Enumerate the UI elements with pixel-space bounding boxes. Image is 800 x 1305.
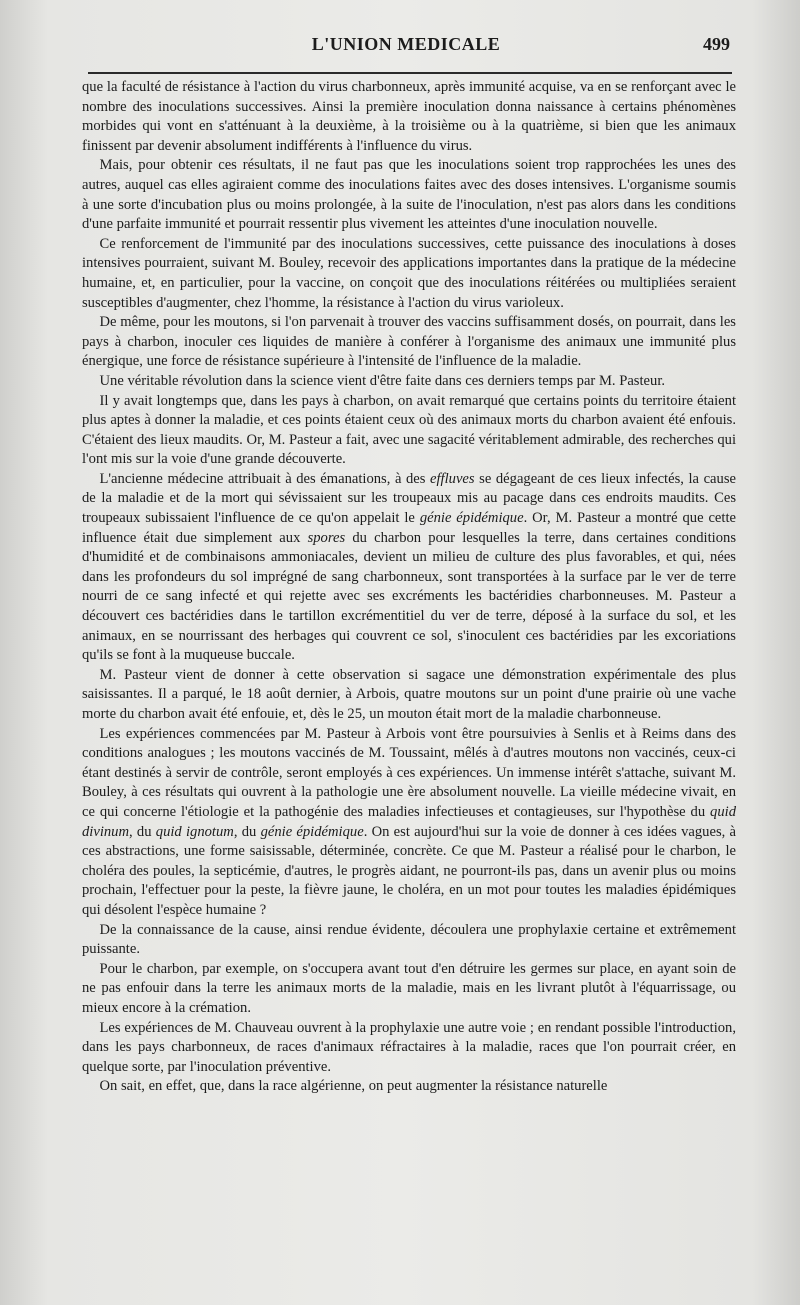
paragraph: L'ancienne médecine attribuait à des émanations, à des effluves se dégageant de ces lieux infectés, la cause de la maladie et de la mort qui sévissaient sur les troupeaux mis au pacage dans ces endroits maudits. Ces troupeaux subissaient l'influence de ce qu'on appelait le génie épidémique. Or, M. Pasteur a montré que cette influence était due simplement aux spores du charbon pour lesquelles la terre, dans certaines conditions d'humidité et de combinaisons ammoniacales, devient un milieu de culture des plus favorables, et qui, nées dans les profondeurs du sol imprégné de sang charbonneux, sont transportées à la surface par le ver de terre nourri de ce sang infecté et qui rejette avec ses excréments les bactéridies charbonneuses. M. Pasteur a découvert ces bactéridies dans le tartillon excrémentitiel du ver de terre, déposé à la surface du sol, et les animaux, en se nourrissant des herbages qui couvrent ce sol, s'inoculent ces bactéridies par les excoriations qu'ils se font à la muqueuse buccale. [82,470,736,664]
paragraph: Mais, pour obtenir ces résultats, il ne faut pas que les inoculations soient trop rapprochées les unes des autres, auquel cas elles agiraient comme des inoculations faites avec des doses intensives. L'organisme soumis à une sorte d'incubation plus ou moins prolongée, à la suite de l'inoculation, n'est pas alors dans les conditions d'une parfaite immunité et pourrait ressentir plus vivement les atteintes d'une inoculation nouvelle. [82,157,736,233]
paragraph: Les expériences de M. Chauveau ouvrent à la prophylaxie une autre voie ; en rendant possible l'introduction, dans les pays charbonneux, de races d'animaux réfractaires à la maladie, races que l'on pourrait créer, en quelque sorte, par l'inoculation préventive. [82,1019,736,1075]
paragraph: Les expériences commencées par M. Pasteur à Arbois vont être poursuivies à Senlis et à Reims dans des conditions analogues ; les moutons vaccinés de M. Toussaint, mêlés à d'autres moutons non vaccinés, ceux-ci étant destinés à servir de contrôle, seront employés à ces expériences. Un immense intérêt s'attache, suivant M. Bouley, à ces résultats qui ouvrent à la pathologie une ère absolument nouvelle. La vieille médecine vivait, en ce qui concerne l'étiologie et la pathogénie des maladies infectieuses et contagieuses, sur l'hypothèse du quid divinum, du quid ignotum, du génie épidémique. On est aujourd'hui sur la voie de donner à ces idées vagues, à ces abstractions, une forme saisissable, déterminée, concrète. Ce que M. Pasteur a réalisé pour le charbon, le choléra des poules, la septicémie, d'autres, le progrès aidant, ne pourront-ils pas, dans un avenir plus ou moins prochain, l'effectuer pour la peste, la fièvre jaune, le choléra, en un mot pour toutes les maladies épidémiques qui désolent l'espèce humaine ? [82,725,736,918]
paragraph: Pour le charbon, par exemple, on s'occupera avant tout d'en détruire les germes sur place, en ayant soin de ne pas enfouir dans la terre les animaux morts de la maladie, mais en les livrant plutôt à l'équarrissage, ou mieux encore à la crémation. [82,960,736,1016]
paragraph: On sait, en effet, que, dans la race algérienne, on peut augmenter la résistance naturelle [99,1078,608,1095]
paragraph: Une véritable révolution dans la science vient d'être faite dans ces derniers temps par M. Pasteur. [99,372,666,389]
paragraph: Ce renforcement de l'immunité par des inoculations successives, cette puissance des inoculations à doses intensives pourraient, suivant M. Bouley, recevoir des applications importantes dans la pratique de la médecine humaine, et, en particulier, pour la vaccine, on conçoit que des inoculations réitérées ou multipliées seraient susceptibles d'augmenter, chez l'homme, la résistance à l'action du virus varioleux. [82,235,736,311]
paragraph: que la faculté de résistance à l'action du virus charbonneux, après immunité acquise, va en se renforçant avec le nombre des inoculations successives. Ainsi la première inoculation donna naissance à certains phénomènes morbides qui vont en s'atténuant à la deuxième, à la troisième ou à la quatrième, si bien que les animaux finissent par devenir absolument indifférents à l'influence du virus. [82,79,736,154]
paragraph: Il y avait longtemps que, dans les pays à charbon, on avait remarqué que certains points du territoire étaient plus aptes à donner la maladie, et ces points étaient ceux où des animaux morts du charbon avaient été enfouis. C'étaient des lieux maudits. Or, M. Pasteur a fait, avec une sagacité véritablement admirable, des recherches qui l'ont mis sur la voie d'une grande découverte. [82,392,736,468]
running-title: L'UNION MEDICALE [311,34,501,54]
paragraph: De la connaissance de la cause, ainsi rendue évidente, découlera une prophylaxie certaine et extrêmement puissante. [82,921,736,958]
article-body [82,78,736,1097]
paragraph: M. Pasteur vient de donner à cette observation si sagace une démonstration expérimentale des plus saisissantes. Il a parqué, le 18 août dernier, à Arbois, quatre moutons sur un point d'une prairie où une vache morte du charbon avait été enfouie, et, dès le 25, un mouton était mort de la maladie charbonneuse. [82,666,736,722]
paragraph: De même, pour les moutons, si l'on parvenait à trouver des vaccins suffisamment dosés, on pourrait, dans les pays à charbon, inoculer ces liquides de manière à conférer à l'organisme des animaux une immunité plus énergique, une force de résistance supérieure à l'intensité de l'influence de la maladie. [82,314,736,370]
header-rule [88,72,732,74]
page-header [82,30,730,60]
page-number: 499 [703,34,730,54]
